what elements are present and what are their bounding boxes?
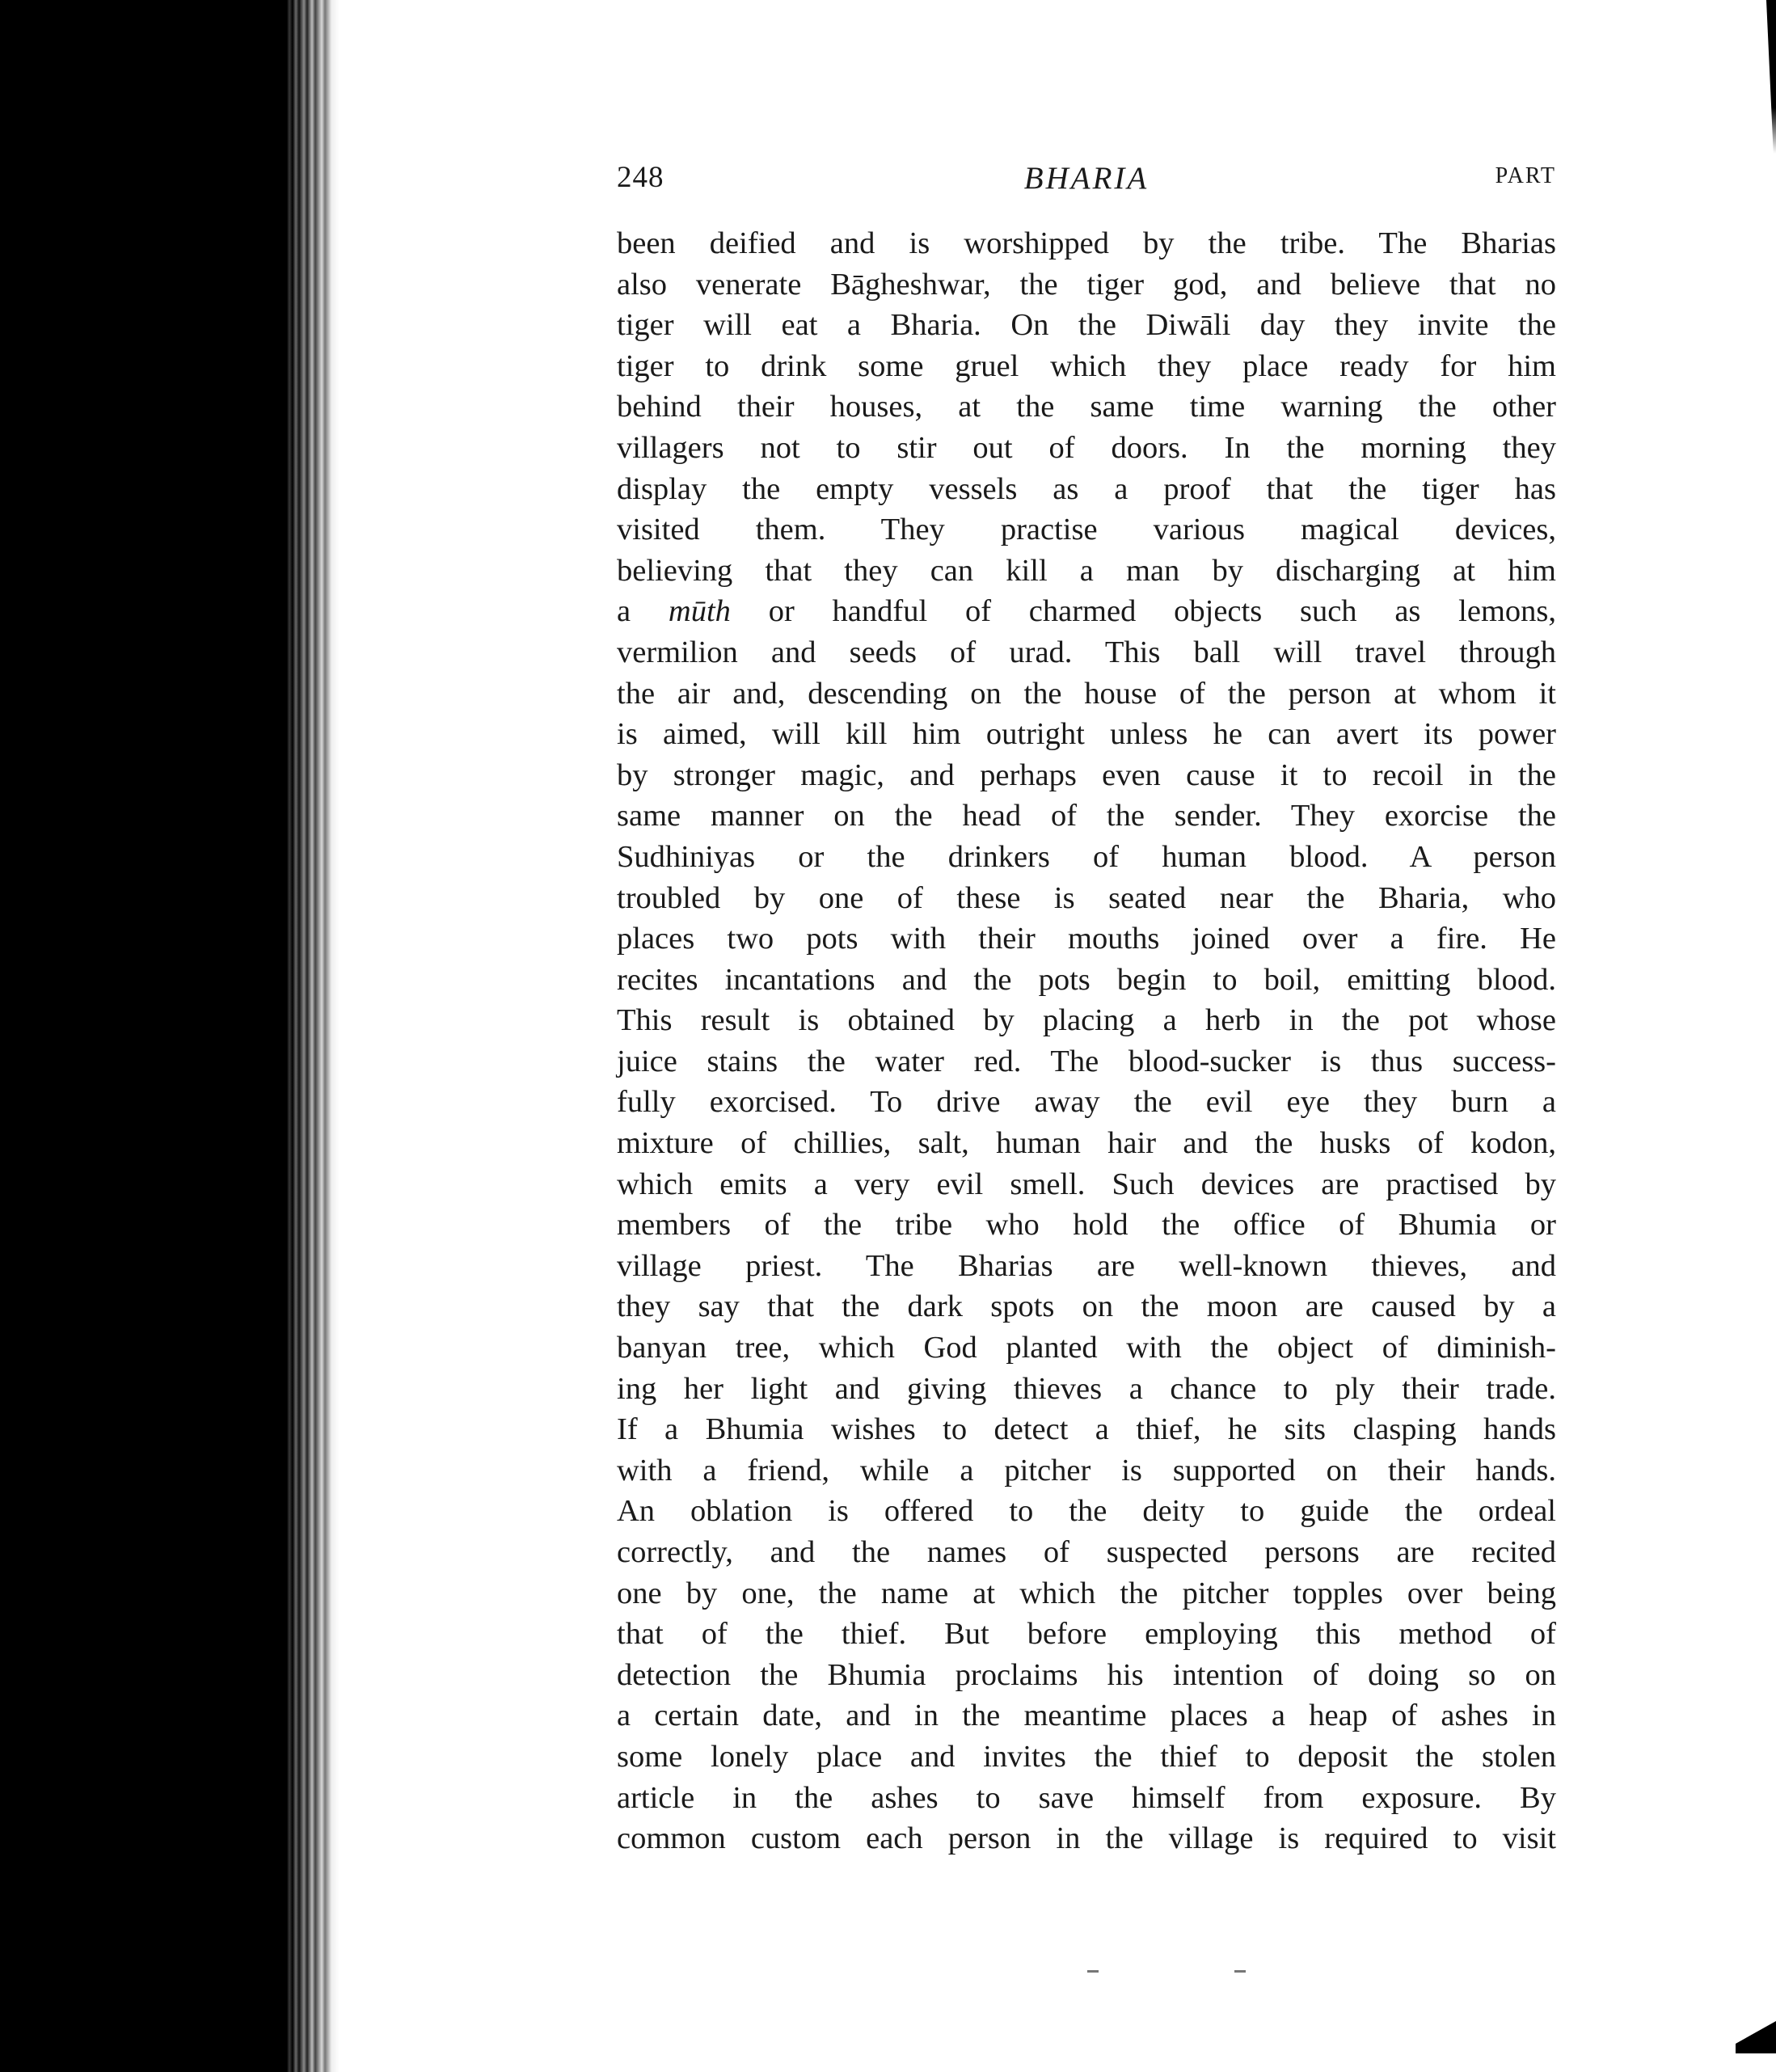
text-line-with-italic bbox=[617, 591, 1556, 632]
text-line: display the empty vessels as a proof that the tiger has bbox=[617, 471, 1556, 506]
text-line: one by one, the name at which the pitcher topples over being bbox=[617, 1576, 1556, 1610]
text-line: banyan tree, which God planted with the object of diminish- bbox=[617, 1331, 1556, 1365]
text-line: some lonely place and invites the thief to deposit the stolen bbox=[617, 1739, 1556, 1774]
text-line: also venerate Bāgheshwar, the tiger god, and believe that no bbox=[617, 267, 1556, 302]
text-line: Sudhiniyas or the drinkers of human blood. A person bbox=[617, 839, 1556, 874]
text-line: village priest. The Bharias are well-known thieves, and bbox=[617, 1248, 1556, 1283]
scan-speck bbox=[1234, 1970, 1246, 1973]
text-line: correctly, and the names of suspected persons are recited bbox=[617, 1535, 1556, 1569]
text-line: is aimed, will kill him outright unless he can avert its power bbox=[617, 717, 1556, 752]
text-line: mixture of chillies, salt, human hair and the husks of kodon, bbox=[617, 1126, 1556, 1161]
running-part-label: PART bbox=[1495, 163, 1556, 188]
text-line: tiger to drink some gruel which they place ready for him bbox=[617, 348, 1556, 383]
page-number: 248 bbox=[617, 161, 664, 194]
text-line: recites incantations and the pots begin to boil, emitting blood. bbox=[617, 962, 1556, 997]
italic-term-muth: mūth bbox=[668, 594, 731, 629]
scan-edge-mark-bottom bbox=[1736, 2021, 1776, 2053]
text-line: detection the Bhumia proclaims his intention of doing so on bbox=[617, 1657, 1556, 1692]
running-title: BHARIA bbox=[1023, 161, 1150, 196]
text-line: which emits a very evil smell. Such devices are practised by bbox=[617, 1167, 1556, 1201]
scan-edge-mark bbox=[1763, 0, 1776, 154]
text-line: believing that they can kill a man by discharging at him bbox=[617, 553, 1556, 588]
text-line: If a Bhumia wishes to detect a thief, he sits clasping hands bbox=[617, 1412, 1556, 1447]
text-line: troubled by one of these is seated near the Bharia, who bbox=[617, 880, 1556, 915]
body-text bbox=[617, 223, 1556, 1859]
text-line: vermilion and seeds of urad. This ball will travel through bbox=[617, 635, 1556, 669]
text-line: This result is obtained by placing a herb in the pot whose bbox=[617, 1003, 1556, 1038]
text-line: ing her light and giving thieves a chance to ply their trade. bbox=[617, 1371, 1556, 1406]
text-line: fully exorcised. To drive away the evil eye they burn a bbox=[617, 1085, 1556, 1120]
text-line: that of the thief. But before employing this method of bbox=[617, 1617, 1556, 1652]
book-gutter-shadow bbox=[0, 0, 340, 2072]
text-line: with a friend, while a pitcher is supported on their hands. bbox=[617, 1453, 1556, 1488]
text-line: a certain date, and in the meantime places a heap of ashes in bbox=[617, 1699, 1556, 1733]
scan-speck bbox=[1087, 1970, 1099, 1973]
text-line: by stronger magic, and perhaps even cause it to recoil in the bbox=[617, 757, 1556, 792]
line-prefix: a bbox=[617, 594, 631, 629]
line-remainder: or handful of charmed objects such as lemons, bbox=[768, 594, 1557, 629]
text-line: they say that the dark spots on the moon are caused by a bbox=[617, 1289, 1556, 1324]
text-line: visited them. They practise various magical devices, bbox=[617, 513, 1556, 547]
text-line: villagers not to stir out of doors. In the morning they bbox=[617, 430, 1556, 465]
text-line: same manner on the head of the sender. They exorcise the bbox=[617, 799, 1556, 833]
text-line: behind their houses, at the same time warning the other bbox=[617, 390, 1556, 424]
text-line: An oblation is offered to the deity to guide the ordeal bbox=[617, 1494, 1556, 1529]
text-line: common custom each person in the village is required to visit bbox=[617, 1821, 1556, 1856]
text-line: juice stains the water red. The blood-sucker is thus success- bbox=[617, 1044, 1556, 1078]
text-line: article in the ashes to save himself from exposure. By bbox=[617, 1780, 1556, 1815]
text-line: the air and, descending on the house of the person at whom it bbox=[617, 676, 1556, 711]
text-line: tiger will eat a Bharia. On the Diwāli day they invite the bbox=[617, 308, 1556, 343]
running-head bbox=[617, 160, 1556, 200]
text-line: members of the tribe who hold the office of Bhumia or bbox=[617, 1208, 1556, 1243]
text-line: been deified and is worshipped by the tribe. The Bharias bbox=[617, 226, 1556, 260]
text-line: places two pots with their mouths joined over a fire. He bbox=[617, 922, 1556, 956]
